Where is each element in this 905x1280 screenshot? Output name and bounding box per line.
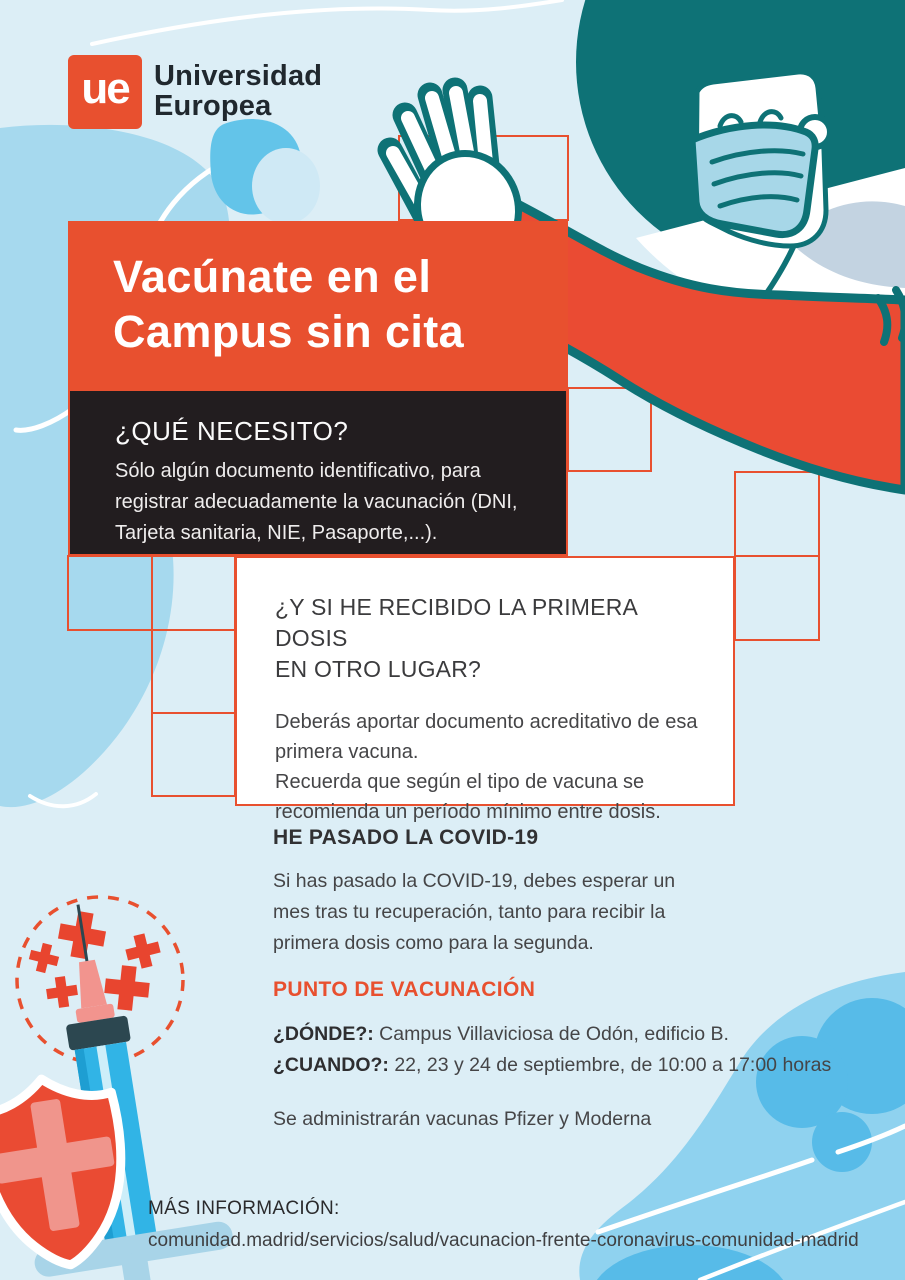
when-label: ¿CUANDO?: — [273, 1053, 389, 1076]
when-value: 22, 23 y 24 de septiembre, de 10:00 a 17:00 horas — [394, 1053, 832, 1076]
logo-line2: Europea — [154, 89, 272, 122]
decorative-square — [568, 388, 651, 471]
need-body: Sólo algún documento identificativo, para registrar adecuadamente la vacunación (DNI, Tarjeta sanitaria, NIE, Pasaporte,...). — [115, 460, 518, 544]
white-squiggle-top — [92, 0, 562, 44]
need-heading: ¿QUÉ NECESITO? — [115, 416, 349, 446]
first-dose-box — [235, 556, 735, 824]
more-info-url: comunidad.madrid/servicios/salud/vacunacion-frente-coronavirus-comunidad-madrid — [148, 1230, 859, 1251]
covid-body: Si has pasado la COVID-19, debes esperar un mes tras tu recuperación, tanto para recibir la primera dosis como para la segunda. — [273, 870, 676, 954]
where-value: Campus Villaviciosa de Odón, edificio B. — [379, 1023, 729, 1045]
covid-passed-section — [273, 826, 705, 958]
first-dose-heading-line2: EN OTRO LUGAR? — [275, 656, 482, 683]
decorative-square — [735, 556, 819, 640]
hero-title-box — [68, 221, 568, 389]
logo-line1: Universidad — [154, 60, 323, 92]
vaccination-point-section — [273, 978, 873, 1131]
when-line — [273, 1050, 873, 1081]
first-dose-body-1: Deberás aportar documento acreditativo de esa primera vacuna. — [275, 711, 698, 764]
first-dose-body-2: Recuerda que según el tipo de vacuna se recomienda un período mínimo entre dosis. — [275, 771, 661, 824]
covid-heading: HE PASADO LA COVID-19 — [273, 826, 539, 849]
decorative-square — [152, 630, 235, 713]
hero-title-line2: Campus sin cita — [113, 306, 465, 357]
hero-title-line1: Vacúnate en el — [113, 251, 432, 303]
vaccination-point-heading: PUNTO DE VACUNACIÓN — [273, 978, 536, 1001]
decorative-square — [152, 713, 235, 796]
decorative-square — [735, 472, 819, 556]
where-line — [273, 1019, 873, 1050]
first-dose-heading — [275, 592, 705, 685]
ue-logo-mark: ue — [68, 55, 142, 129]
logo-text — [154, 55, 322, 121]
where-label: ¿DÓNDE?: — [273, 1023, 374, 1045]
first-dose-heading-line1: ¿Y SI HE RECIBIDO LA PRIMERA DOSIS — [275, 594, 637, 652]
more-info-heading: MÁS INFORMACIÓN: — [148, 1198, 340, 1219]
footer — [148, 1198, 888, 1252]
logo — [68, 55, 322, 129]
vaccines-note: Se administrarán vacunas Pfizer y Moderna — [273, 1107, 652, 1130]
what-do-i-need-box — [68, 389, 568, 556]
face-mask — [692, 125, 815, 235]
